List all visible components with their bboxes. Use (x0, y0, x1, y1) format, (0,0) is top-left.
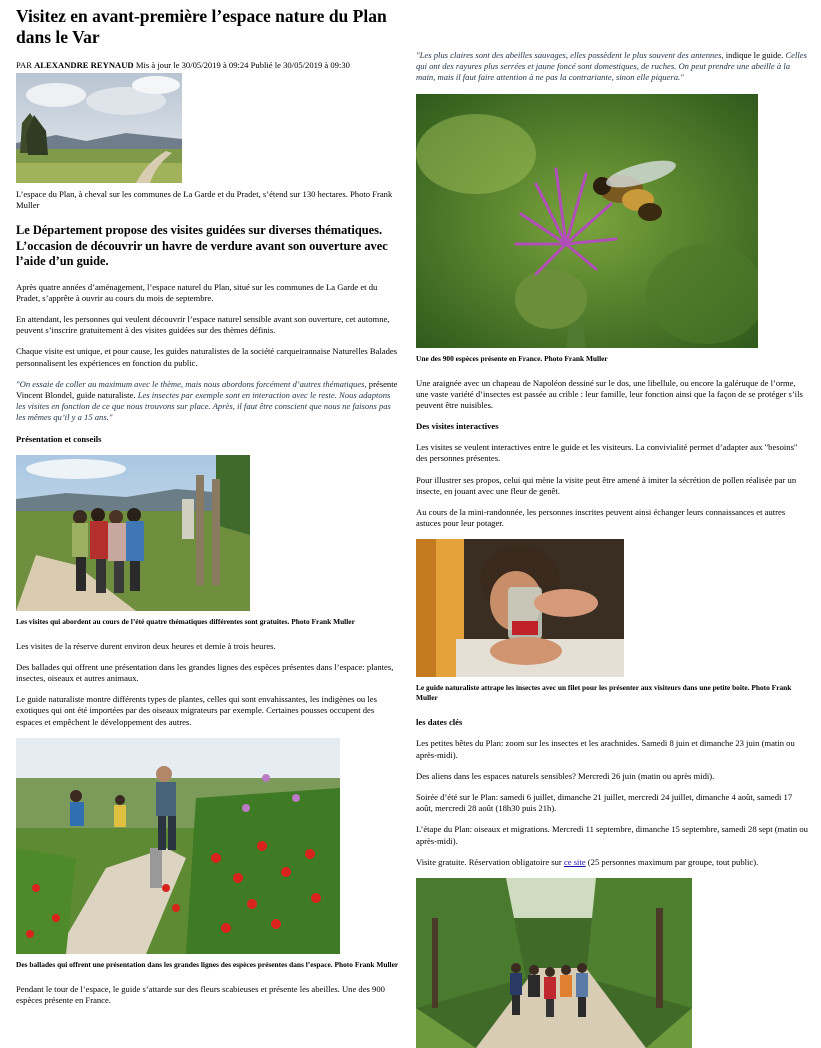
quote-attribution: présente Vincent Blondel, guide naturaliste. (16, 378, 398, 400)
photo-visitors-caption: Les visites qui abordent au cours de l’été quatre thématiques différentes sont gratuites. Photo Frank Muller (16, 616, 355, 626)
reservation-text: Visite gratuite. Réservation obligatoire sur (416, 856, 564, 867)
paragraph: Des ballades qui offrent une présentation dans les grandes lignes des espèces présentes dans l’espace: plantes, insectes, oiseaux et autres animaux. (16, 661, 394, 683)
byline (16, 60, 400, 71)
paragraph: Après quatre années d’aménagement, l’espace naturel du Plan, situé sur les communes de La Garde et du Pradet, s’apprête à ouvrir au cours du mois de septembre. (16, 281, 378, 303)
paragraph: Chaque visite est unique, et pour cause, les guides naturalistes de la société carqueirannaise Naturelles Balades personnalisent les expériences en fonction du public. (16, 346, 398, 368)
photo-guide-flowers (16, 738, 340, 954)
section-heading-dates: les dates clés (416, 717, 463, 728)
paragraph: En attendant, les personnes qui veulent découvrir l’espace naturel sensible avant son ouverture, cet automne, peuvent s’inscrire gratuitement à des visites guidées sur des thèmes définis. (16, 313, 390, 336)
paragraph: Le guide naturaliste montre différents types de plantes, celles qui sont envahissantes, les indigènes ou les exotiques qui ont été importées par des oiseaux migrateurs par exemple. Certaines pousses occupent des espaces et empêchent le développement des autres. (16, 694, 377, 727)
date-item: Soirée d’été sur le Plan: samedi 6 juillet, dimanche 21 juillet, mercredi 24 juillet, dimanche 4 août, samedi 17 août, mercredi 28 août (18h30 puis 21h). (416, 792, 793, 814)
paragraph: Pour illustrer ses propos, celui qui mène la visite peut être amené à imiter la sécrétion de pollen réalisée par un insecte, en jouant avec une fleur de genêt. (416, 474, 797, 496)
quote-paragraph (16, 379, 400, 424)
quote-attribution: indique le guide. (723, 50, 786, 60)
byline-prefix: PAR (16, 60, 32, 70)
paragraph: Les visites se veulent interactives entre le guide et les visiteurs. La convivialité permet d’adapter aux "besoins" des personnes présentes. (416, 442, 798, 464)
section-heading-presentation: Présentation et conseils (16, 433, 102, 444)
left-column (16, 6, 400, 1016)
reservation-paragraph (416, 857, 808, 868)
photo-bee-on-thistle (416, 94, 758, 348)
article-title: Visitez en avant-première l’espace nature du Plan dans le Var (16, 6, 387, 47)
photo-visitors-group (16, 455, 250, 611)
photo-guide-insect-caption: Le guide naturaliste attrape les insectes avec un filet pour les présenter aux visiteurs dans une petite boîte. Photo Frank Muller (416, 683, 792, 703)
quote-paragraph (416, 50, 808, 84)
quote-text: "On essaie de coller au maximum avec le thème, mais nous abordons forcément d’autres thématiques, (16, 378, 367, 389)
date-item: L’étape du Plan: oiseaux et migrations. Mercredi 11 septembre, dimanche 15 septembre, samedi 28 sept (matin ou après-midi). (416, 824, 808, 846)
photo-hikers-path (416, 878, 692, 1048)
date-item: Les petites bêtes du Plan: zoom sur les insectes et les arachnides. Samedi 8 juin et dimanche 23 juin (matin ou après-midi). (416, 738, 795, 760)
photo-landscape (16, 73, 182, 183)
section-heading-interactive: Des visites interactives (416, 421, 499, 432)
date-item: Des aliens dans les espaces naturels sensibles? Mercredi 26 juin (matin ou après midi). (416, 770, 715, 781)
right-column (416, 50, 808, 1048)
photo-landscape-caption: L’espace du Plan, à cheval sur les communes de La Garde et du Pradet, s’étend sur 130 hectares. Photo Frank Muller (16, 189, 393, 210)
photo-guide-flowers-caption: Des ballades qui offrent une présentation dans les grandes lignes des espèces présentes dans l’espace. Photo Frank Muller (16, 959, 399, 969)
quote-text: "Les plus claires sont des abeilles sauvages, elles possèdent le plus souvent des antennes, (416, 50, 724, 60)
photo-bee-caption: Une des 900 espèces présente en France. Photo Frank Muller (416, 353, 608, 363)
quote-text: Celles qui ont des rayures plus serrées et jaune foncé sont domestiques, de ruches. On peut prendre une abeille à la main, mais il faut faire attention à ne pas la contrariante, sinon elle piquera." (416, 50, 807, 83)
paragraph: Une araignée avec un chapeau de Napoléon dessiné sur le dos, une libellule, ou encore la galéruque de l’orme, une vaste variété d’insectes est passée au crible : leur famille, leur fonction ainsi que la façon de se protéger s’ils peuvent être nuisibles. (416, 377, 803, 411)
paragraph: Pendant le tour de l’espace, le guide s’attarde sur des fleurs scabieuses et présente les abeilles. Une des 900 espèces présente en France. (16, 983, 385, 1005)
byline-dates: Mis à jour le 30/05/2019 à 09:24 Publié le 30/05/2019 à 09:30 (135, 60, 350, 70)
paragraph: Au cours de la mini-randonnée, les personnes inscrites peuvent ainsi échanger leurs connaissances et autres astuces pour leur potager. (416, 507, 786, 529)
reservation-text-after: (25 personnes maximum par groupe, tout public). (585, 856, 759, 867)
photo-guide-insect-box (416, 539, 624, 677)
quote-text: Les insectes par exemple sont en interaction avec le reste. Nous adaptons les visites en fonction de ce que nous trouvons sur place. Après, il faut être conscient que nous ne faisons pas les mêmes qu’il y a 15 ans." (16, 389, 391, 423)
reservation-site-link[interactable]: ce site (563, 856, 586, 867)
paragraph: Les visites de la réserve durent environ deux heures et demie à trois heures. (16, 640, 276, 651)
byline-author: ALEXANDRE REYNAUD (34, 60, 134, 70)
article-lead: Le Département propose des visites guidées sur diverses thématiques. L’occasion de découvrir un havre de verdure avant son ouverture avec l’aide d’un guide. (16, 223, 388, 268)
